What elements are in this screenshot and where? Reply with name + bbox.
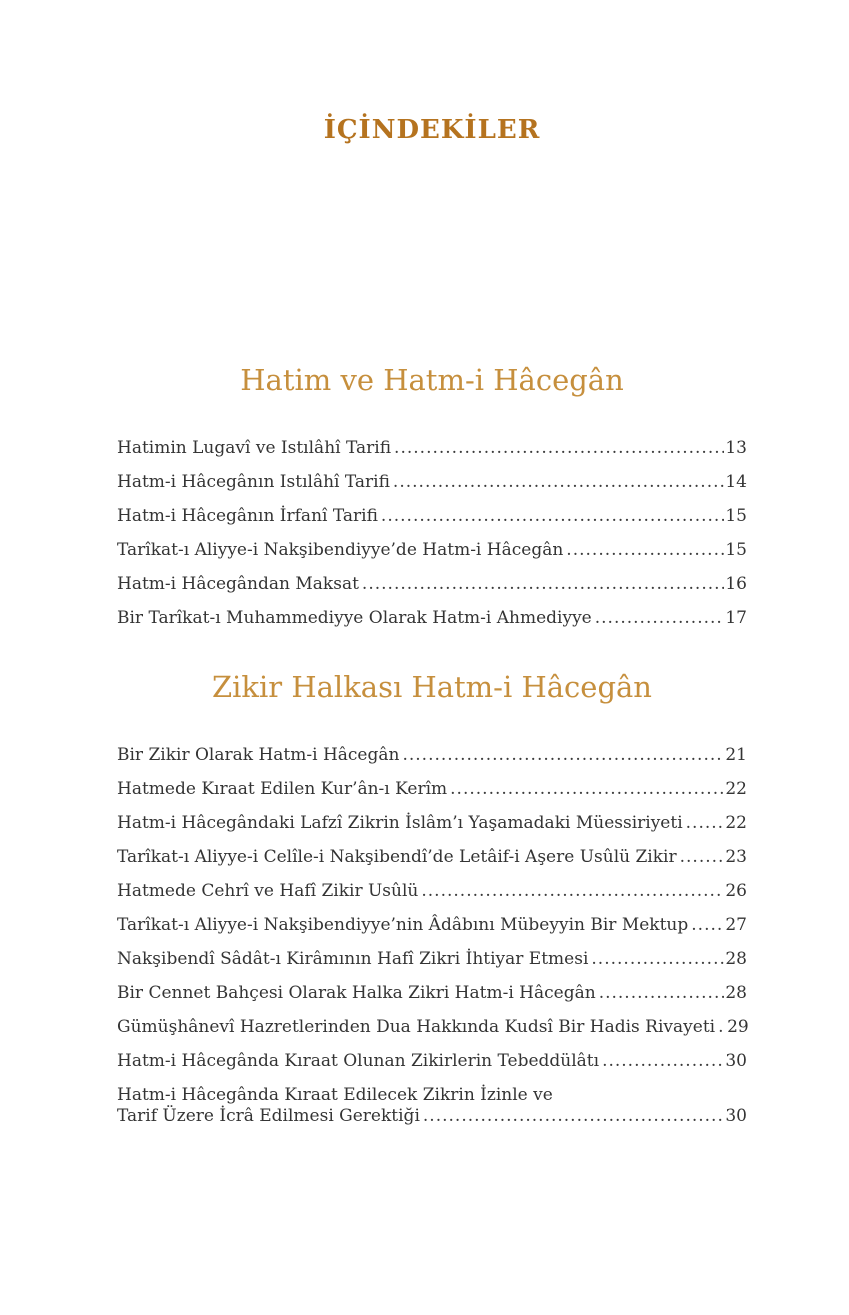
toc-sections	[117, 362, 747, 1126]
toc-entry-page-number: 28	[725, 982, 747, 1003]
toc-section	[117, 362, 747, 629]
toc-entry	[117, 438, 747, 459]
toc-entry-page-number: 22	[725, 812, 747, 833]
toc-entry-page-number: 26	[725, 880, 747, 901]
toc-entry	[117, 813, 747, 834]
toc-leader-dots	[450, 779, 724, 800]
toc-entry-page-number: 16	[725, 573, 747, 594]
toc-entry-row	[117, 1106, 747, 1127]
toc-entry-label: Nakşibendî Sâdât-ı Kirâmının Hafî Zikri İhtiyar Etmesi	[117, 948, 589, 969]
toc-leader-dots	[402, 745, 724, 766]
toc-entry-row	[117, 574, 747, 595]
toc-leader-dots	[393, 472, 724, 493]
toc-entry	[117, 983, 747, 1004]
toc-entry-label: Tarîkat-ı Aliyye-i Nakşibendiyye’de Hatm-i Hâcegân	[117, 539, 564, 560]
toc-entry-row	[117, 438, 747, 459]
section-heading: Hatim ve Hatm-i Hâcegân	[240, 363, 624, 398]
toc-entry-label: Bir Tarîkat-ı Muhammediyye Olarak Hatm-i Ahmediyye	[117, 607, 592, 628]
toc-entry	[117, 949, 747, 970]
toc-leader-dots	[602, 1051, 724, 1072]
toc-leader-dots	[423, 1106, 724, 1127]
toc-entry-row	[117, 1017, 747, 1038]
toc-entry-label: Bir Zikir Olarak Hatm-i Hâcegân	[117, 744, 400, 765]
toc-entry-page-number: 23	[725, 846, 747, 867]
toc-leader-dots	[421, 881, 724, 902]
toc-entry-label: Tarîkat-ı Aliyye-i Nakşibendiyye’nin Âdâbını Mübeyyin Bir Mektup	[117, 914, 689, 935]
toc-entry	[117, 540, 747, 561]
toc-entry-row	[117, 540, 747, 561]
toc-entry-page-number: 13	[725, 437, 747, 458]
section-entries	[117, 745, 747, 1127]
toc-entry-label: Bir Cennet Bahçesi Olarak Halka Zikri Hatm-i Hâcegân	[117, 982, 596, 1003]
toc-entry-page-number: 15	[725, 505, 747, 526]
toc-section	[117, 669, 747, 1127]
toc-leader-dots	[362, 574, 724, 595]
toc-entry-row	[117, 881, 747, 902]
toc-entry	[117, 1017, 747, 1038]
toc-entry	[117, 608, 747, 629]
toc-leader-dots	[394, 438, 724, 459]
toc-entry-page-number: 30	[725, 1050, 747, 1071]
toc-leader-dots	[566, 540, 724, 561]
toc-entry-page-number: 29	[727, 1016, 749, 1037]
toc-entry-label: Tarîkat-ı Aliyye-i Celîle-i Nakşibendî’de Letâif-i Aşere Usûlü Zikir	[117, 846, 677, 867]
toc-entry-label: Hatm-i Hâcegânın Istılâhî Tarifi	[117, 471, 390, 492]
toc-entry	[117, 1051, 747, 1072]
toc-leader-dots	[599, 983, 725, 1004]
toc-entry-label: Hatmede Cehrî ve Hafî Zikir Usûlü	[117, 880, 419, 901]
toc-entry	[117, 847, 747, 868]
toc-entry-label: Hatm-i Hâcegândaki Lafzî Zikrin İslâm’ı Yaşamadaki Müessiriyeti	[117, 812, 683, 833]
toc-entry-page-number: 21	[725, 744, 747, 765]
toc-entry-page-number: 28	[725, 948, 747, 969]
toc-entry-row	[117, 847, 747, 868]
toc-entry	[117, 472, 747, 493]
toc-entry-row	[117, 813, 747, 834]
toc-entry-row	[117, 915, 747, 936]
toc-leader-dots	[595, 608, 725, 629]
toc-entry	[117, 574, 747, 595]
toc-entry-row	[117, 608, 747, 629]
toc-entry-row	[117, 1051, 747, 1072]
toc-entry	[117, 915, 747, 936]
toc-leader-dots	[381, 506, 724, 527]
toc-entry-page-number: 22	[725, 778, 747, 799]
toc-entry-label-line1: Hatm-i Hâcegânda Kıraat Edilecek Zikrin İzinle ve	[117, 1084, 553, 1105]
toc-leader-dots	[591, 949, 724, 970]
toc-entry	[117, 1085, 747, 1127]
toc-entry-row	[117, 779, 747, 800]
section-heading: Zikir Halkası Hatm-i Hâcegân	[212, 669, 652, 704]
toc-entry-label: Hatmede Kıraat Edilen Kur’ân-ı Kerîm	[117, 778, 448, 799]
toc-entry-row	[117, 983, 747, 1004]
toc-page	[0, 115, 849, 1315]
toc-entry-label: Hatimin Lugavî ve Istılâhî Tarifi	[117, 437, 392, 458]
toc-leader-dots	[680, 847, 725, 868]
toc-entry-row	[117, 506, 747, 527]
toc-entry-label: Gümüşhânevî Hazretlerinden Dua Hakkında Kudsî Bir Hadis Rivayeti	[117, 1016, 716, 1037]
toc-leader-dots	[718, 1017, 726, 1038]
page-title: İÇİNDEKİLER	[323, 115, 541, 145]
section-entries	[117, 438, 747, 629]
toc-entry-page-number: 30	[725, 1105, 747, 1126]
toc-entry-page-number: 15	[725, 539, 747, 560]
toc-leader-dots	[691, 915, 724, 936]
toc-entry-page-number: 27	[725, 914, 747, 935]
toc-entry-row	[117, 949, 747, 970]
toc-entry-page-number: 17	[725, 607, 747, 628]
toc-entry	[117, 506, 747, 527]
toc-entry-label: Hatm-i Hâcegânın İrfanî Tarifi	[117, 505, 378, 526]
toc-entry	[117, 881, 747, 902]
toc-leader-dots	[686, 813, 725, 834]
toc-entry-label: Hatm-i Hâcegânda Kıraat Olunan Zikirlerin Tebeddülâtı	[117, 1050, 600, 1071]
toc-entry-label: Hatm-i Hâcegândan Maksat	[117, 573, 359, 594]
toc-entry-label: Tarif Üzere İcrâ Edilmesi Gerektiği	[117, 1105, 420, 1126]
toc-entry-row	[117, 472, 747, 493]
toc-entry-page-number: 14	[725, 471, 747, 492]
toc-entry	[117, 745, 747, 766]
toc-entry	[117, 779, 747, 800]
toc-entry-row	[117, 745, 747, 766]
